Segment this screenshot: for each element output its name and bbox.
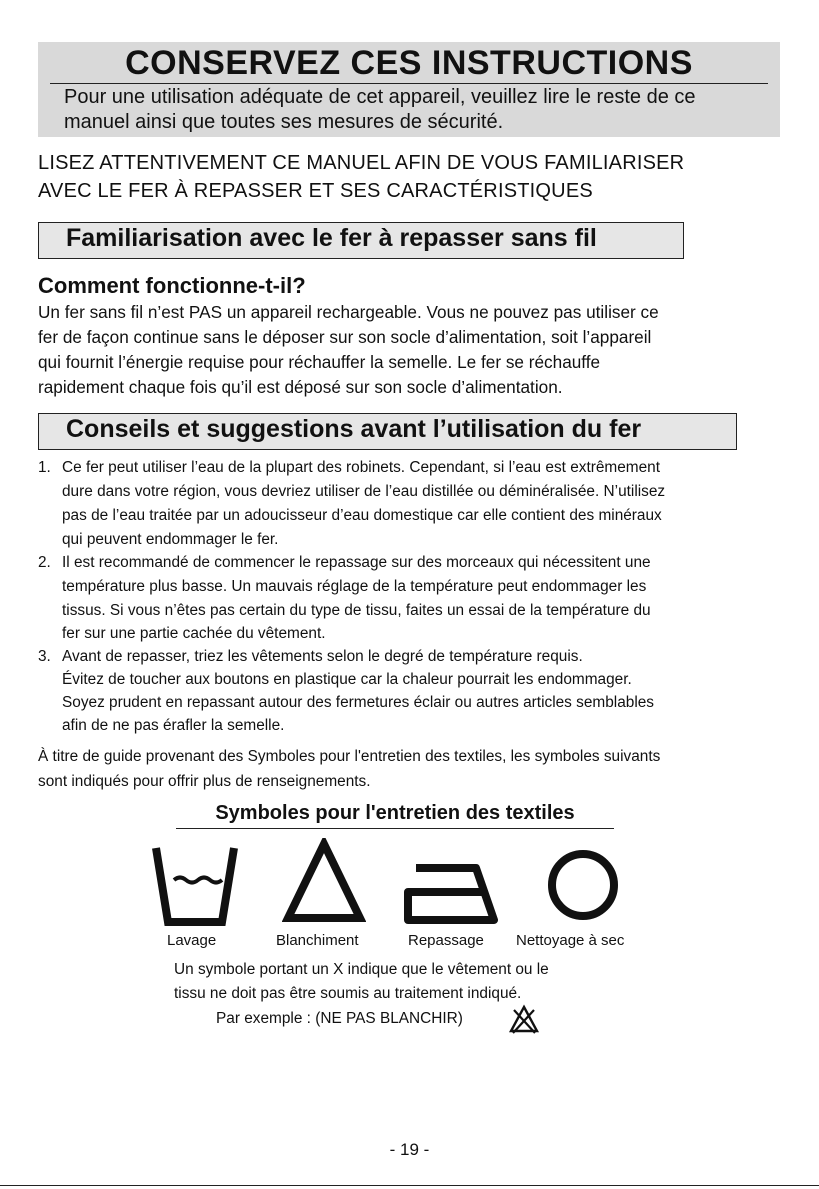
tip-line: pas de l’eau traitée par un adoucisseur d’eau domestique car elle contient des minéraux bbox=[62, 507, 662, 524]
paragraph-line: qui fournit l’énergie requise pour réchauffer la semelle. Le fer se réchauffe bbox=[38, 352, 601, 372]
dry-clean-circle-icon bbox=[546, 848, 620, 922]
tip-line: Il est recommandé de commencer le repassage sur des morceaux qui nécessitent une bbox=[62, 554, 651, 571]
guide-line-1: À titre de guide provenant des Symboles pour l'entretien des textiles, les symboles suivants bbox=[38, 748, 661, 765]
tip-line: tissus. Si vous n’êtes pas certain du type de tissu, faites un essai de la température du bbox=[62, 602, 651, 619]
tip-2-number: 2. bbox=[38, 554, 51, 571]
symbol-note-line-1: Un symbole portant un X indique que le vêtement ou le bbox=[174, 961, 549, 978]
symbol-note-line-2: tissu ne doit pas être soumis au traitement indiqué. bbox=[174, 985, 522, 1002]
symbol-label-wash: Lavage bbox=[167, 932, 217, 949]
symbol-example: Par exemple : (NE PAS BLANCHIR) bbox=[216, 1010, 463, 1027]
tip-line: Soyez prudent en repassant autour des fermetures éclair ou autres articles semblables bbox=[62, 694, 654, 711]
symbol-label-iron: Repassage bbox=[408, 932, 484, 949]
banner-text-line-2: manuel ainsi que toutes ses mesures de sécurité. bbox=[64, 111, 504, 133]
footer-rule bbox=[0, 1185, 819, 1186]
section-heading-familiarisation-text: Familiarisation avec le fer à repasser sans fil bbox=[66, 224, 597, 252]
tip-line: température plus basse. Un mauvais réglage de la température peut endommager les bbox=[62, 578, 647, 595]
tip-line: Avant de repasser, triez les vêtements selon le degré de température requis. bbox=[62, 648, 583, 665]
section-heading-tips-text: Conseils et suggestions avant l’utilisation du fer bbox=[66, 415, 642, 443]
section-heading-familiarisation bbox=[38, 222, 684, 259]
symbols-title-underline bbox=[176, 828, 614, 829]
paragraph-line: fer de façon continue sans le déposer sur son socle d’alimentation, soit l’appareil bbox=[38, 327, 652, 347]
symbols-title: Symboles pour l'entretien des textiles bbox=[215, 802, 575, 824]
guide-line-2: sont indiqués pour offrir plus de renseignements. bbox=[38, 773, 371, 790]
do-not-bleach-icon bbox=[508, 1004, 540, 1034]
subheading-how-it-works: Comment fonctionne-t-il? bbox=[38, 273, 306, 298]
symbol-label-bleach: Blanchiment bbox=[276, 932, 359, 949]
iron-icon bbox=[402, 858, 502, 924]
tip-line: afin de ne pas érafler la semelle. bbox=[62, 717, 285, 734]
tip-line: Évitez de toucher aux boutons en plastique car la chaleur pourrait les endommager. bbox=[62, 671, 632, 688]
wash-tub-icon bbox=[150, 844, 242, 926]
bleach-triangle-icon bbox=[282, 838, 366, 924]
tip-line: qui peuvent endommager le fer. bbox=[62, 531, 279, 548]
tip-1-number: 1. bbox=[38, 459, 51, 476]
section-heading-tips bbox=[38, 413, 737, 450]
banner-title: CONSERVEZ CES INSTRUCTIONS bbox=[125, 44, 693, 82]
paragraph-line: Un fer sans fil n’est PAS un appareil rechargeable. Vous ne pouvez pas utiliser ce bbox=[38, 302, 659, 322]
tip-line: dure dans votre région, vous devriez utiliser de l’eau distillée ou déminéralisée. N’utilisez bbox=[62, 483, 666, 500]
tip-3-number: 3. bbox=[38, 648, 51, 665]
instructions-banner bbox=[38, 42, 780, 137]
banner-divider bbox=[50, 83, 768, 84]
tip-line: Ce fer peut utiliser l’eau de la plupart des robinets. Cependant, si l’eau est extrêmement bbox=[62, 459, 661, 476]
intro-line-1: LISEZ ATTENTIVEMENT CE MANUEL AFIN DE VOUS FAMILIARISER bbox=[38, 152, 685, 174]
tip-line: fer sur une partie cachée du vêtement. bbox=[62, 625, 326, 642]
banner-text-line-1: Pour une utilisation adéquate de cet appareil, veuillez lire le reste de ce bbox=[64, 86, 696, 108]
symbol-label-dry-clean: Nettoyage à sec bbox=[516, 932, 625, 949]
paragraph-line: rapidement chaque fois qu’il est déposé sur son socle d’alimentation. bbox=[38, 377, 563, 397]
page-number: - 19 - bbox=[389, 1140, 430, 1159]
intro-line-2: AVEC LE FER À REPASSER ET SES CARACTÉRISTIQUES bbox=[38, 180, 593, 202]
